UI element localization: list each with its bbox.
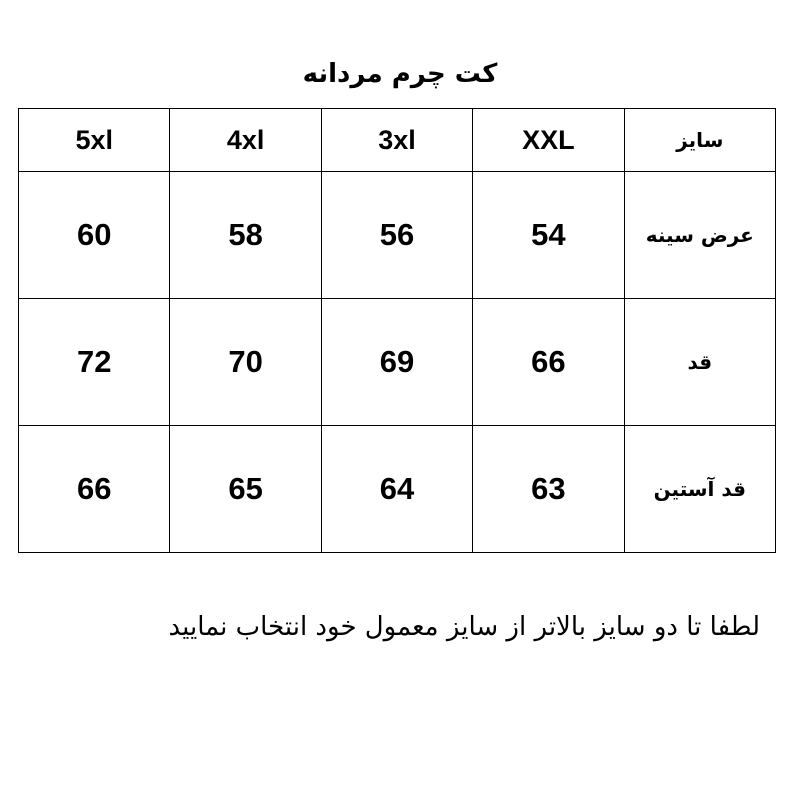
table-header-row <box>19 109 776 172</box>
table-cell: 70 <box>170 299 321 426</box>
table-cell: 64 <box>321 426 472 553</box>
size-chart-table <box>18 108 776 553</box>
table-cell: 69 <box>321 299 472 426</box>
table-row <box>19 426 776 553</box>
row-label: عرض سینه <box>624 172 775 299</box>
table-cell: 65 <box>170 426 321 553</box>
table-row <box>19 172 776 299</box>
size-column-header: 3xl <box>321 109 472 172</box>
page-title: کت چرم مردانه <box>302 59 498 89</box>
table-cell: 58 <box>170 172 321 299</box>
table-cell: 66 <box>473 299 624 426</box>
table-cell: 63 <box>473 426 624 553</box>
table-row <box>19 299 776 426</box>
table-cell: 54 <box>473 172 624 299</box>
table-cell: 56 <box>321 172 472 299</box>
header-label-cell: سایز <box>624 109 775 172</box>
size-note: لطفا تا دو سایز بالاتر از سایز معمول خود انتخاب نمایید <box>168 612 760 642</box>
table-cell: 60 <box>19 172 170 299</box>
size-column-header: XXL <box>473 109 624 172</box>
size-column-header: 5xl <box>19 109 170 172</box>
table-cell: 66 <box>19 426 170 553</box>
size-column-header: 4xl <box>170 109 321 172</box>
table-cell: 72 <box>19 299 170 426</box>
row-label: قد آستین <box>624 426 775 553</box>
row-label: قد <box>624 299 775 426</box>
